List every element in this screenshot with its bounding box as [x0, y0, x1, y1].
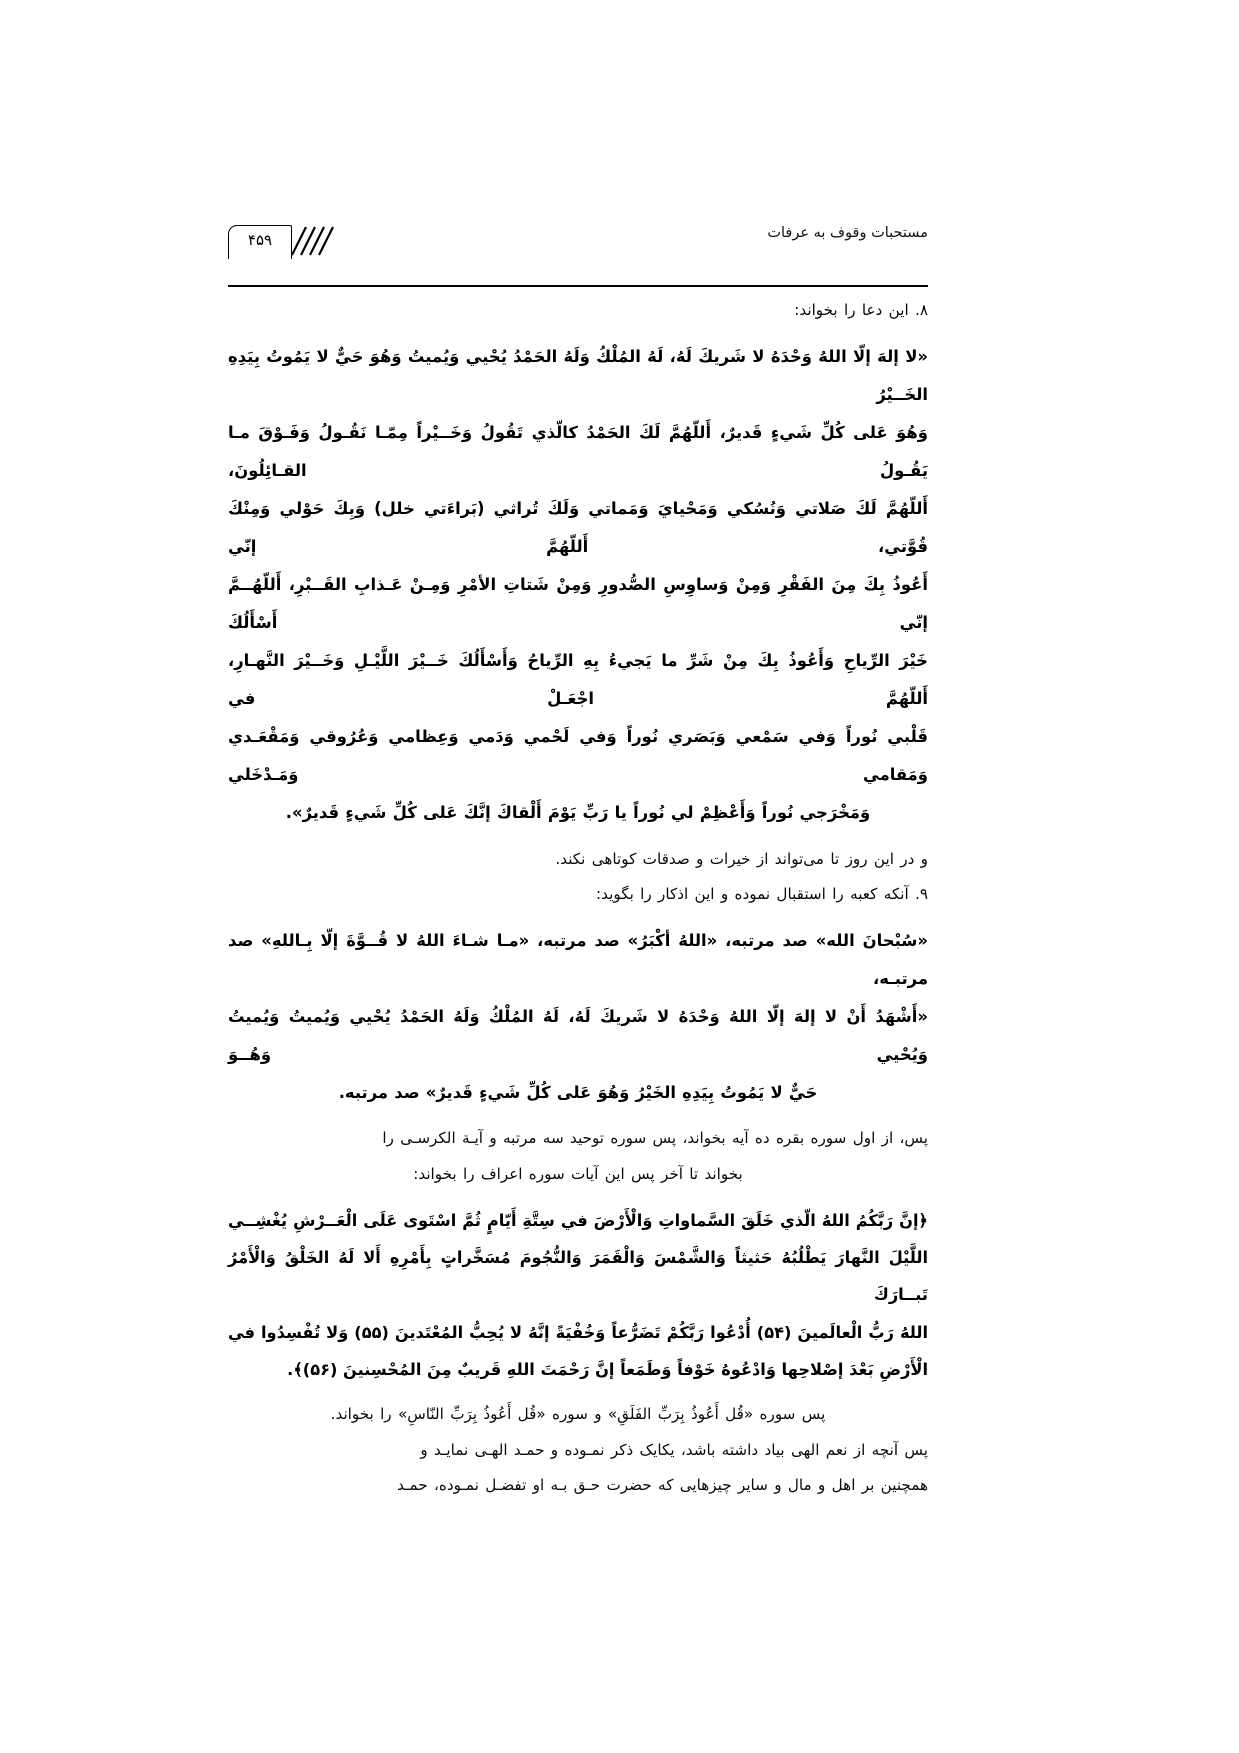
spacer [228, 913, 928, 922]
dua-line: خَيْرَ الرِّياحِ وَأَعُوذُ بِكَ مِنْ شَرِّ ما يَجيءُ بِهِ الرِّياحُ وَأَسْأَلُكَ خَــيْرَ اللَّيْـلِ وَخَــيْرَ النَّهـارِ، أَللّهُمَّ اجْعَـلْ في [228, 651, 928, 709]
dua-block-8 [228, 338, 928, 833]
spacer [228, 1388, 928, 1397]
closing-line: پس آنچه از نعم الهی بیاد داشته باشد، یکایک ذکر نمـوده و حمـد الهـی نمایـد و [420, 1440, 928, 1459]
dua-line: أَللّهُمَّ لَكَ صَلاتي وَنُسُكي وَمَحْيايَ وَمَماتي وَلَكَ تُراثي (بَراءَتي خلل) وَبِكَ حَوْلي وَمِنْكَ قُوَّتي، أَللّهُمَّ إنّي [228, 498, 928, 557]
quran-line: اللهُ رَبُّ الْعالَمينَ (۵۴) أُدْعُوا رَبَّكُمْ تَضَرُّعاً وَخُفْيَةً إنَّهُ لا يُحِبُّ المُعْتَدينَ (۵۵) وَلا تُفْسِدُوا في [228, 1322, 929, 1342]
dhikr-block-9 [228, 922, 928, 1112]
folio-block [228, 221, 346, 257]
closing-paragraph [228, 1433, 928, 1504]
page-content [228, 215, 929, 1495]
page-number: ۴۵۹ [247, 231, 273, 249]
quran-quote-araf [228, 1202, 928, 1388]
dua-line: وَهُوَ عَلى كُلِّ شَيءٍ قَديرٌ، أَللّهُمَّ لَكَ الحَمْدُ كالّذي تَقُولُ وَخَــيْراً مِمّـا نَقُـولُ وَفَـوْقَ مـا يَقُـولُ القـائِلُونَ، [228, 422, 928, 480]
dua-line: «لا إلهَ إلّا اللهُ وَحْدَهُ لا شَريكَ لَهُ، لَهُ المُلْكُ وَلَهُ الحَمْدُ يُحْيي وَيُميتُ وَهُوَ حَيٌّ لا يَمُوتُ بِيَدِهِ الخَــيْرُ [228, 346, 928, 404]
quran-line: اللَّيْلَ النَّهارَ يَطْلُبُهُ حَثيثاً وَالشَّمْسَ وَالْقَمَرَ وَالنُّجُومَ مُسَخَّراتٍ بِأَمْرِهِ أَلا لَهُ الخَلْقُ وَالْأَمْرُ تَبــارَكَ [228, 1247, 928, 1305]
item-8-lead: ۸. این دعا را بخواند: [794, 301, 928, 319]
muawwidhatayn-instruction: پس سوره «قُل أَعُوذُ بِرَبِّ الفَلَقِ» و سوره «قُل أَعُوذُ بِرَبِّ النّاسِ» را بخواند. [330, 1405, 826, 1424]
page-body [228, 293, 928, 1504]
dua-line: وَمَخْرَجي نُوراً وَأَعْظِمْ لي نُوراً يا رَبِّ يَوْمَ أَلْقاكَ إنَّكَ عَلى كُلِّ شَيءٍ قَديرٌ». [285, 803, 871, 823]
header-rule [228, 285, 928, 287]
dua-line: أَعُوذُ بِكَ مِنَ الفَقْرِ وَمِنْ وَساوِسِ الصُّدورِ وَمِنْ شَتاتِ الأمْرِ وَمِـنْ عَـذابِ القَــبْرِ، أَللّهُــمَّ إنّي أَسْأَلُكَ [228, 575, 928, 633]
item-9-lead: ۹. آنکه کعبه را استقبال نموده و این اذکار را بگوید: [596, 885, 928, 904]
spacer [228, 833, 928, 842]
dhikr-line: «أَشْهَدُ أَنْ لا إلهَ إلّا اللهُ وَحْدَهُ لا شَريكَ لَهُ، لَهُ المُلْكُ وَلَهُ الحَمْدُ يُحْيي وَيُميتُ وَيُميتُ وَيُحْيي وَهُــوَ [228, 1007, 928, 1065]
surah-instruction-line: بخواند تا آخر پس این آیات سوره اعراف را بخواند: [413, 1165, 743, 1183]
surah-instruction-block [228, 1121, 928, 1192]
surah-instruction-line: پس، از اول سوره بقره ده آیه بخواند، پس سوره توحید سه مرتبه و آیـة الکرسـی را [382, 1129, 928, 1148]
quran-line: الْأَرْضِ بَعْدَ إصْلاحِها وَادْعُوهُ خَوْفاً وَطَمَعاً إنَّ رَحْمَتَ اللهِ قَريبٌ مِنَ المُحْسِنينَ (۵۶)﴾. [287, 1359, 928, 1379]
spacer [228, 1112, 928, 1121]
quran-line: ﴿إنَّ رَبَّكُمُ اللهُ الّذي خَلَقَ السَّماواتِ وَالْأَرْضَ في سِتَّةِ أَيّامٍ ثُمَّ اسْتَوى عَلَى الْعَــرْشِ يُغْشِــي [228, 1210, 928, 1230]
dhikr-line: «سُبْحانَ الله» صد مرتبه، «اللهُ أكْبَرُ» صد مرتبه، «مـا شـاءَ اللهُ لا قُــوَّةَ إلّا بِـاللهِ» صد مرتبـه، [228, 930, 928, 989]
running-header-title: مستحبات وقوف به عرفات [767, 225, 928, 241]
closing-line: همچنین بر اهل و مال و سایر چیزهایی که حضرت حـق بـه او تفضـل نمـوده، حمـد [397, 1476, 928, 1495]
spacer [228, 329, 928, 338]
dua-line: قَلْبي نُوراً وَفي سَمْعي وَبَصَري نُوراً وَفي لَحْمي وَدَمي وَعِظامي وَعُرُوقي وَمَقْعَـدي وَمَقامي وَمَـدْخَلي [228, 727, 928, 785]
spacer [228, 1193, 928, 1202]
dhikr-line: حَيٌّ لا يَمُوتُ بِيَدِهِ الخَيْرُ وَهُوَ عَلى كُلِّ شَيءٍ قَديرٌ» صد مرتبه. [338, 1083, 818, 1103]
hatch-ornament-icon [286, 226, 340, 256]
charity-note: و در این روز تا می‌تواند از خیرات و صدقات کوتاهی نکند. [555, 849, 928, 868]
running-header [228, 215, 928, 267]
